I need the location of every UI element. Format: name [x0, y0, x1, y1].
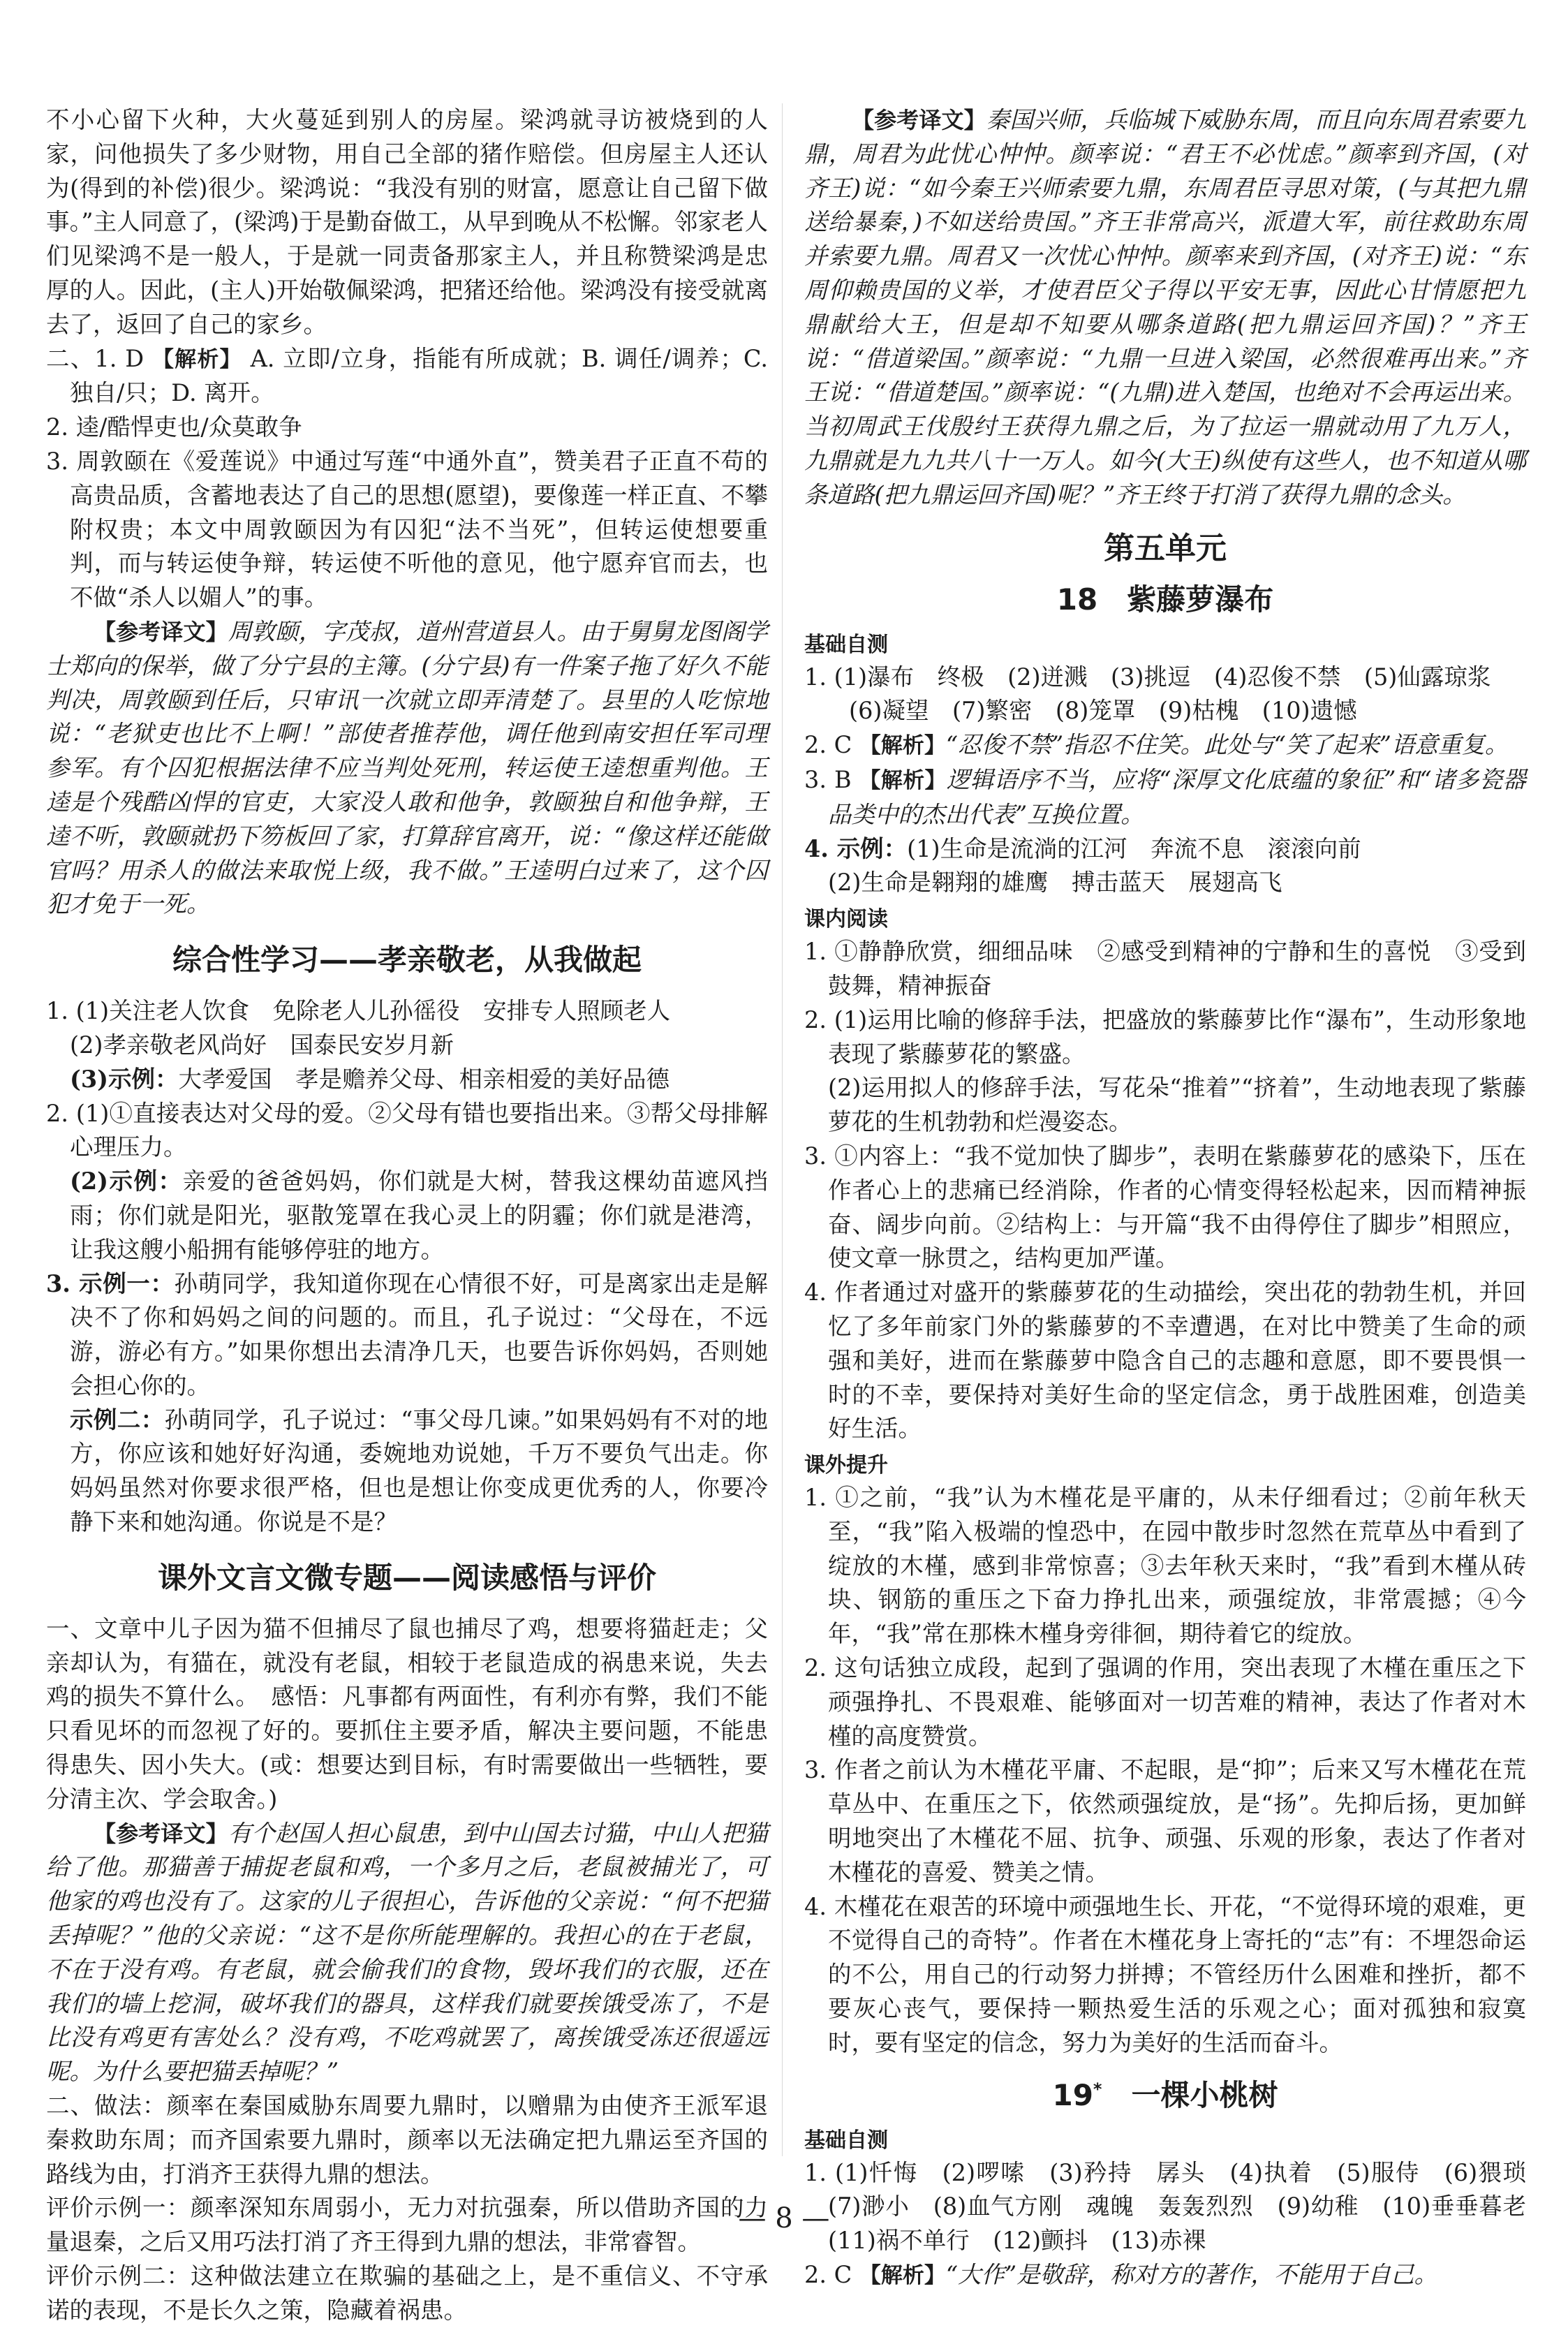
example-label: 4. 示例： — [804, 834, 908, 862]
answer-k4: 4. 作者通过对盛开的紫藤萝花的生动描绘，突出花的勃勃生机，并回忆了多年前家门外的紫藤萝的不幸遭遇，在对比中赞美了生命的顽强和美好，进而在紫藤萝中隐含自己的志趣和意愿，即不要畏惧一时的不幸，要保持对美好生命的坚定信念，勇于战胜困难，创造美好生活。 — [804, 1279, 1526, 1443]
reference-translation-1 — [46, 615, 768, 922]
answer-k1: 1. ①静静欣赏，细细品味 ②感受到精神的宁静和生的喜悦 ③受到鼓舞，精神振奋 — [804, 938, 1526, 999]
example-text: 亲爱的爸爸妈妈，你们就是大树，替我这棵幼苗遮风挡雨；你们就是阳光，驱散笼罩在我心灵上的阴霾；你们就是港湾，让我这艘小船拥有能够停驻的地方。 — [70, 1167, 769, 1263]
analysis-tag: 【解析】 — [151, 346, 242, 372]
answer-b3 — [804, 763, 1526, 832]
answer-b4-b: (2)生命是翱翔的雄鹰 搏击蓝天 展翅高飞 — [828, 869, 1282, 897]
lesson-name: 一棵小桃树 — [1131, 2077, 1278, 2112]
answer-t3: 3. 作者之前认为木槿花平庸、不起眼，是“抑”；后来又写木槿花在荒草丛中、在重压之下，依然顽强绽放，是“扬”。先抑后扬，更加鲜明地突出了木槿花不屈、抗争、顽强、乐观的形象，表达了作者对木槿花的喜爱、赞美之情。 — [804, 1756, 1526, 1886]
subsection-extracurricular: 课外提升 — [804, 1453, 888, 1478]
evaluation-label: 评价示例一： — [46, 2194, 191, 2222]
reference-tag: 【参考译文】 — [852, 107, 986, 133]
answer-s1-2: (2)孝亲敬老风尚好 国泰民安岁月新 — [70, 1031, 454, 1059]
left-column — [46, 103, 768, 2328]
translation-paragraph: 不小心留下火种，大火蔓延到别人的房屋。梁鸿就寻访被烧到的人家，问他损失了多少财物，用自己全部的猪作赔偿。但房屋主人还认为(得到的补偿)很少。梁鸿说：“我没有别的财富，愿意让自己留下做事。”主人同意了，(梁鸿)于是勤奋做工，从早到晚从不松懈。邻家老人们见梁鸿不是一般人，于是就一同责备那家主人，并且称赞梁鸿是忠厚的人。因此，(主人)开始敬佩梁鸿，把猪还给他。梁鸿没有接受就离去了，返回了自己的家乡。 — [46, 106, 768, 338]
analysis-text: “忍俊不禁”指忍不住笑。此处与“笑了起来”语意重复。 — [945, 731, 1509, 759]
answer-k3: 3. ①内容上：“我不觉加快了脚步”，表明在紫藤萝花的感染下，压在作者心上的悲痛已经消除，作者的心情变得轻松起来，因而精神振奋、阔步向前。②结构上：与开篇“我不由得停住了脚步”相照应，使文章一脉贯之，结构更加严谨。 — [804, 1142, 1526, 1272]
answer-2-3: 3. 周敦颐在《爱莲说》中通过写莲“中通外直”，赞美君子正直不苟的高贵品质，含蓄地表达了自己的思想(愿望)，要像莲一样正直、不攀附权贵；本文中周敦颐因为有囚犯“法不当死”，但转运使想要重判，而与转运使争辩，转运使不听他的意见，他宁愿弃官而去，也不做“杀人以媚人”的事。 — [46, 447, 768, 612]
lesson-number: 18 — [1056, 582, 1098, 617]
reference-tag: 【参考译文】 — [94, 618, 228, 645]
analysis-tag: 【解析】 — [859, 767, 947, 793]
example-text: 孙萌同学，孔子说过：“事父母几谏。”如果妈妈有不对的地方，你应该和她好好沟通，委婉地劝说她，千万不要负气出走。你妈妈虽然对你要求很严格，但也是想让你变成更优秀的人，你要冷静下来和她沟通。你说是不是？ — [70, 1406, 768, 1536]
reference-translation-2 — [46, 1817, 768, 2089]
right-column — [804, 103, 1550, 2293]
answer-t4: 4. 木槿花在艰苦的环境中顽强地生长、开花，“不觉得环境的艰难，更不觉得自己的奇特”。作者在木槿花身上寄托的“志”有：不埋怨命运的不公，用自己的行动努力拼搏；不管经历什么困难和挫折，都不要灰心丧气，要保持一颗热爱生活的乐观之心；面对孤独和寂寞时，要有坚定的信念，努力为美好的生活而奋斗。 — [804, 1892, 1526, 2056]
example-label: 3. 示例一： — [46, 1269, 175, 1297]
lesson-18-title — [804, 580, 1526, 620]
reference-text: 有个赵国人担心鼠患，到中山国去讨猫，中山人把猫给了他。那猫善于捕捉老鼠和鸡，一个多月之后，老鼠被捕光了，可他家的鸡也没有了。这家的儿子很担心，告诉他的父亲说：“何不把猫丢掉呢？”他的父亲说：“这不是你所能理解的。我担心的在于老鼠，不在于没有鸡。有老鼠，就会偷我们的食物，毁坏我们的衣服，还在我们的墙上挖洞，破坏我们的器具，这样我们就要挨饿受冻了，不是比没有鸡更有害处么？没有鸡，不吃鸡就罢了，离挨饿受冻还很遥远呢。为什么要把猫丢掉呢？” — [46, 1819, 768, 2086]
subsection-basic-test: 基础自测 — [804, 632, 888, 657]
evaluation-label: 评价示例二： — [46, 2262, 191, 2290]
evaluation-text: 这种做法建立在欺骗的基础之上，是不重信义、不守承诺的表现，不是长久之策，隐藏着祸患。 — [46, 2262, 768, 2324]
unit-title: 第五单元 — [1104, 530, 1227, 566]
analysis-text: 逻辑语序不当，应将“深厚文化底蕴的象征”和“诸多瓷器品类中的杰出代表”互换位置。 — [828, 765, 1526, 828]
answer-lead: 2. C — [804, 2261, 852, 2289]
example-label: (3)示例： — [70, 1065, 179, 1093]
section-title-comprehensive: 综合性学习——孝亲敬老，从我做起 — [172, 943, 642, 978]
optional-star: * — [1093, 2079, 1102, 2099]
answer-b2 — [804, 728, 1526, 763]
example-text: 孙萌同学，我知道你现在心情很不好，可是离家出走是解决不了你和妈妈之间的问题的。而且，孔子说过：“父母在，不远游，游必有方。”如果你想出去清净几天，也要告诉你妈妈，否则她会担心你的。 — [70, 1269, 768, 1399]
reference-translation-3 — [804, 103, 1526, 513]
answer-k2-b: (2)运用拟人的修辞手法，写花朵“推着”“挤着”，生动地表现了紫藤萝花的生机勃勃和烂漫姿态。 — [828, 1074, 1526, 1136]
answer-2-2: 2. 逵/酷悍吏也/众莫敢争 — [46, 413, 302, 441]
answer-s2-2 — [46, 1165, 768, 1267]
answer-2-1 — [46, 342, 768, 411]
answer-lead: 2. C — [804, 731, 852, 759]
answer-s1-1: 1. (1)关注老人饮食 免除老人儿孙徭役 安排专人照顾老人 — [46, 997, 671, 1025]
analysis-tag: 【解析】 — [859, 2263, 946, 2289]
reference-text: 周敦颐，字茂叔，道州营道县人。由于舅舅龙图阁学士郑向的保举，做了分宁县的主簿。(分宁县)有一件案子拖了好久不能判决，周敦颐到任后，只审讯一次就立即弄清楚了。县里的人吃惊地说：“老狱吏也比不上啊！”部使者推荐他，调任他到南安担任军司理参军。有个囚犯根据法律不应当判处死刑，转运使王逵想重判他。王逵是个残酷凶悍的官吏，大家没人敢和他争，敦颐独自和他争辩，王逵不听，敦颐就扔下笏板回了家，打算辞官离开，说：“像这样还能做官吗？用杀人的做法来取悦上级，我不做。”王逵明白过来了，这个囚犯才免于一死。 — [46, 617, 768, 918]
answer-b1-b: (6)凝望 (7)繁密 (8)笼罩 (9)枯槐 (10)遗憾 — [849, 697, 1357, 725]
analysis-tag: 【解析】 — [859, 733, 946, 759]
answer-c2 — [804, 2258, 1526, 2293]
answer-s3-example-2 — [46, 1404, 768, 1540]
analysis-text: A. 立即/立身，指能有所成就；B. 调任/调养；C. 独自/只；D. 离开。 — [70, 344, 768, 407]
subsection-basic-test-2: 基础自测 — [804, 2128, 888, 2153]
answer-s2-1: 2. (1)①直接表达对父母的爱。②父母有错也要指出来。③帮父母排解心理压力。 — [46, 1099, 768, 1161]
lesson-19-title — [804, 2069, 1526, 2116]
example-text: 大孝爱国 孝是赡养父母、相亲相爱的美好品德 — [178, 1065, 670, 1093]
lesson-number: 19 — [1052, 2077, 1093, 2112]
answer-t2: 2. 这句话独立成段，起到了强调的作用，突出表现了木槿在重压之下顽强挣扎、不畏艰难、能够面对一切苦难的精神，表达了作者对木槿的高度赞赏。 — [804, 1654, 1526, 1750]
subsection-in-class-reading: 课内阅读 — [804, 907, 888, 932]
evaluation-example-2 — [46, 2260, 768, 2328]
column-divider — [782, 103, 783, 2156]
section-title-classical: 课外文言文微专题——阅读感悟与评价 — [157, 1560, 656, 1595]
lesson-name: 紫藤萝瀑布 — [1127, 582, 1274, 617]
answer-b1-a: 1. (1)瀑布 终极 (2)迸溅 (3)挑逗 (4)忍俊不禁 (5)仙露琼浆 — [804, 663, 1491, 691]
answer-s1-3 — [46, 1063, 768, 1097]
answer-lead: 3. B — [804, 765, 852, 793]
answer-w1: 一、文章中儿子因为猫不但捕尽了鼠也捕尽了鸡，想要将猫赶走；父亲却认为，有猫在，就没有老鼠，相较于老鼠造成的祸患来说，失去鸡的损失不算什么。 感悟：凡事都有两面性，有利亦有弊，我们不能只看见坏的而忽视了好的。要抓住主要矛盾，解决主要问题，不能患得患失、因小失大。(或：想要达到目标，有时需要做出一些牺牲，要分清主次、学会取舍。) — [46, 1614, 768, 1813]
page-number: — 8 — — [738, 2202, 830, 2234]
example-label: (2)示例： — [70, 1167, 183, 1195]
answer-t1: 1. ①之前，“我”认为木槿花是平庸的，从未仔细看过；②前年秋天至，“我”陷入极端的惶恐中，在园中散步时忽然在荒草丛中看到了绽放的木槿，感到非常惊喜；③去年秋天来时，“我”看到木槿从砖块、钢筋的重压之下奋力挣扎出来，顽强绽放，非常震撼；④今年，“我”常在那株木槿身旁徘徊，期待着它的绽放。 — [804, 1484, 1526, 1648]
answer-s3-example-1 — [46, 1267, 768, 1404]
answer-b4-label — [804, 832, 1526, 867]
answer-k2-a: 2. (1)运用比喻的修辞手法，把盛放的紫藤萝比作“瀑布”，生动形象地表现了紫藤萝花的繁盛。 — [804, 1005, 1526, 1068]
reference-tag: 【参考译文】 — [94, 1820, 228, 1847]
reference-text: 秦国兴师，兵临城下威胁东周，而且向东周君索要九鼎，周君为此忧心忡忡。颜率说：“君王不必忧虑。”颜率到齐国，(对齐王)说：“如今秦王兴师索要九鼎，东周君臣寻思对策，(与其把九鼎送给暴秦，)不如送给贵国。”齐王非常高兴，派遣大军，前往救助东周并索要九鼎。周君又一次忧心忡忡。颜率来到齐国，(对齐王)说：“东周仰赖贵国的义举，才使君臣父子得以平安无事，因此心甘情愿把九鼎献给大王，但是却不知要从哪条道路(把九鼎运回齐国)？”齐王说：“借道梁国。”颜率说：“九鼎一旦进入梁国，必然很难再出来。”齐王说：“借道楚国。”颜率说：“(九鼎)进入楚国，也绝对不会再运出来。当初周武王伐殷纣王获得九鼎之后，为了拉运一鼎就动用了九万人，九鼎就是九九共八十一万人。如今(大王)纵使有这些人，也不知道从哪条道路(把九鼎运回齐国)呢？”齐王终于打消了获得九鼎的念头。 — [804, 106, 1526, 508]
evaluation-text: 颜率深知东周弱小，无力对抗强秦，所以借助齐国的力量退秦，之后又用巧法打消了齐王得到九鼎的想法，非常睿智。 — [46, 2194, 768, 2256]
example-text: (1)生命是流淌的江河 奔流不息 滚滚向前 — [907, 834, 1361, 862]
answer-lead: 二、1. D — [46, 344, 145, 372]
analysis-text: “大作”是敬辞，称对方的著作，不能用于自己。 — [945, 2261, 1438, 2289]
answer-c1: 1. (1)忏悔 (2)啰嗦 (3)矜持 孱头 (4)执着 (5)服侍 (6)猥琐 (7)渺小 (8)血气方刚 魂魄 轰轰烈烈 (9)幼稚 (10)垂垂暮老 (11)祸不单行 (12)颤抖 (13)赤裸 — [804, 2158, 1550, 2255]
example-label: 示例二： — [70, 1406, 165, 1434]
answer-w2: 二、做法：颜率在秦国威胁东周要九鼎时，以赠鼎为由使齐王派军退秦救助东周；而齐国索要九鼎时，颜率以无法确定把九鼎运至齐国的路线为由，打消齐王获得九鼎的想法。 — [46, 2092, 768, 2188]
